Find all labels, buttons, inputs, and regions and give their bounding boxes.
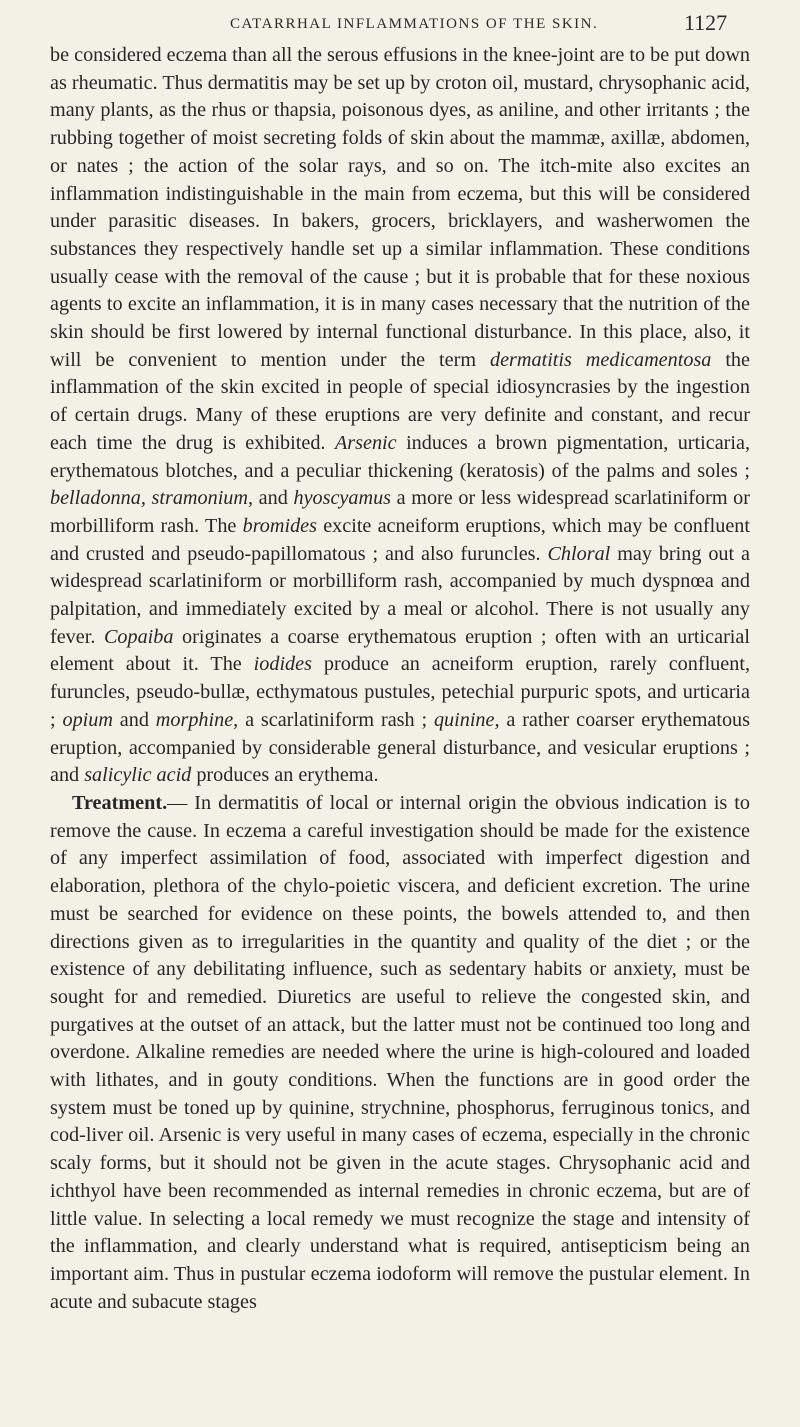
body-text xyxy=(50,42,750,1316)
text-run: — In dermatitis of local or internal origin the obvious indication is to remove the cause. In eczema a careful investigation should be made for the existence of any imperfect assimilation of food, associated with imperfect digestion and elaboration, plethora of the chylo-poietic viscera, and deficient excretion. The urine must be searched for evidence on these points, the bowels attended to, and then directions given as to irregularities in the quantity and quality of the diet ; or the existence of any debilitating influence, such as sedentary habits or anxiety, must be sought for and remedied. Diuretics are useful to relieve the congested skin, and purgatives at the outset of an attack, but the latter must not be continued too long and overdone. Alkaline remedies are needed where the urine is high-coloured and loaded with lithates, and in gouty conditions. When the functions are in good order the system must be toned up by quinine, strychnine, phosphorus, ferruginous tonics, and cod-liver oil. Arsenic is very useful in many cases of eczema, especially in the chronic scaly forms, but it should not be given in the acute stages. Chrysophanic acid and ichthyol have been recommended as internal remedies in chronic eczema, but are of little value. In selecting a local remedy we must recognize the stage and intensity of the inflammation, and clearly understand what is required, antisepticism being an important aim. Thus in pustular eczema iodoform will remove the pustular element. In acute and subacute stages xyxy=(50,791,750,1313)
italic-drug: bromides xyxy=(242,514,317,537)
italic-drug: salicylic acid xyxy=(84,764,192,787)
running-head: CATARRHAL INFLAMMATIONS OF THE SKIN. xyxy=(230,16,599,32)
italic-drug: Arsenic xyxy=(334,431,397,454)
text-run: a scarlatiniform rash ; xyxy=(238,708,434,731)
text-run: may bring out a widespread scarlatiniform or morbilliform rash, accompanied by much dyspnœa and palpitation, and immediately excited by a meal or alcohol. There is not usually any fever. xyxy=(50,542,750,648)
paragraph-etiology xyxy=(50,42,750,790)
text-run: excite acneiform eruptions, which may be confluent and crusted and pseudo-papillomatous ; and also furuncles. xyxy=(50,514,750,565)
text-run: and xyxy=(253,487,294,510)
text-run: a rather coarser erythematous eruption, accompanied by considerable general disturbance, and vesicular eruptions ; and xyxy=(50,708,751,787)
page-header xyxy=(0,10,800,36)
italic-drug: belladonna, stramonium, xyxy=(50,487,254,510)
text-run: a more or less widespread scarlatiniform or morbilliform rash. The xyxy=(50,487,750,537)
italic-drug: quinine, xyxy=(433,708,500,731)
treatment-heading: Treatment. xyxy=(72,791,168,814)
italic-drug: opium xyxy=(62,708,113,731)
text-run: be considered eczema than all the serous effusions in the knee-joint are to be put down as rheumatic. Thus dermatitis may be set up by croton oil, mustard, chrysophanic acid, many plants, as the rhus or thapsia, poisonous dyes, as aniline, and other irritants ; the rubbing together of moist secreting folds of skin about the mammæ, axillæ, abdomen, or nates ; the action of the solar rays, and so on. The itch-mite also excites an inflammation indistinguishable in the main from eczema, but this will be considered under parasitic diseases. In bakers, grocers, bricklayers, and washerwomen the substances they respectively handle set up a similar inflammation. These conditions usually cease with the removal of the cause ; but it is probable that for these noxious agents to excite an inflammation, it is in many cases necessary that the nutrition of the skin should be first lowered by internal functional disturbance. In this place, also, it will be convenient to mention under the term xyxy=(50,44,750,371)
paragraph-treatment xyxy=(50,790,750,1316)
page-number: 1127 xyxy=(684,10,728,35)
italic-drug: Chloral xyxy=(547,542,611,565)
text-run: produces an erythema. xyxy=(191,764,379,787)
italic-drug: Copaiba xyxy=(103,625,174,648)
text-run: induces a brown pigmentation, urticaria, erythematous blotches, and a peculiar thickening (keratosis) of the palms and soles ; xyxy=(50,431,750,482)
text-run: and xyxy=(112,708,156,731)
italic-term: dermatitis medicamentosa xyxy=(490,348,712,371)
text-run: the inflammation of the skin excited in people of special idiosyncrasies by the ingestion of certain drugs. Many of these eruptions are very definite and constant, and recur each time the drug is exhibited. xyxy=(50,348,750,454)
text-run: produce an acneiform eruption, rarely confluent, furuncles, pseudo-bullæ, ecthymatous pustules, petechial purpuric spots, and urticaria ; xyxy=(50,653,750,731)
italic-drug: morphine, xyxy=(155,708,239,731)
italic-drug: iodides xyxy=(253,653,312,676)
text-run: originates a coarse erythematous eruption ; often with an urticarial element about it. The xyxy=(50,625,750,676)
italic-drug: hyoscyamus xyxy=(293,487,392,510)
